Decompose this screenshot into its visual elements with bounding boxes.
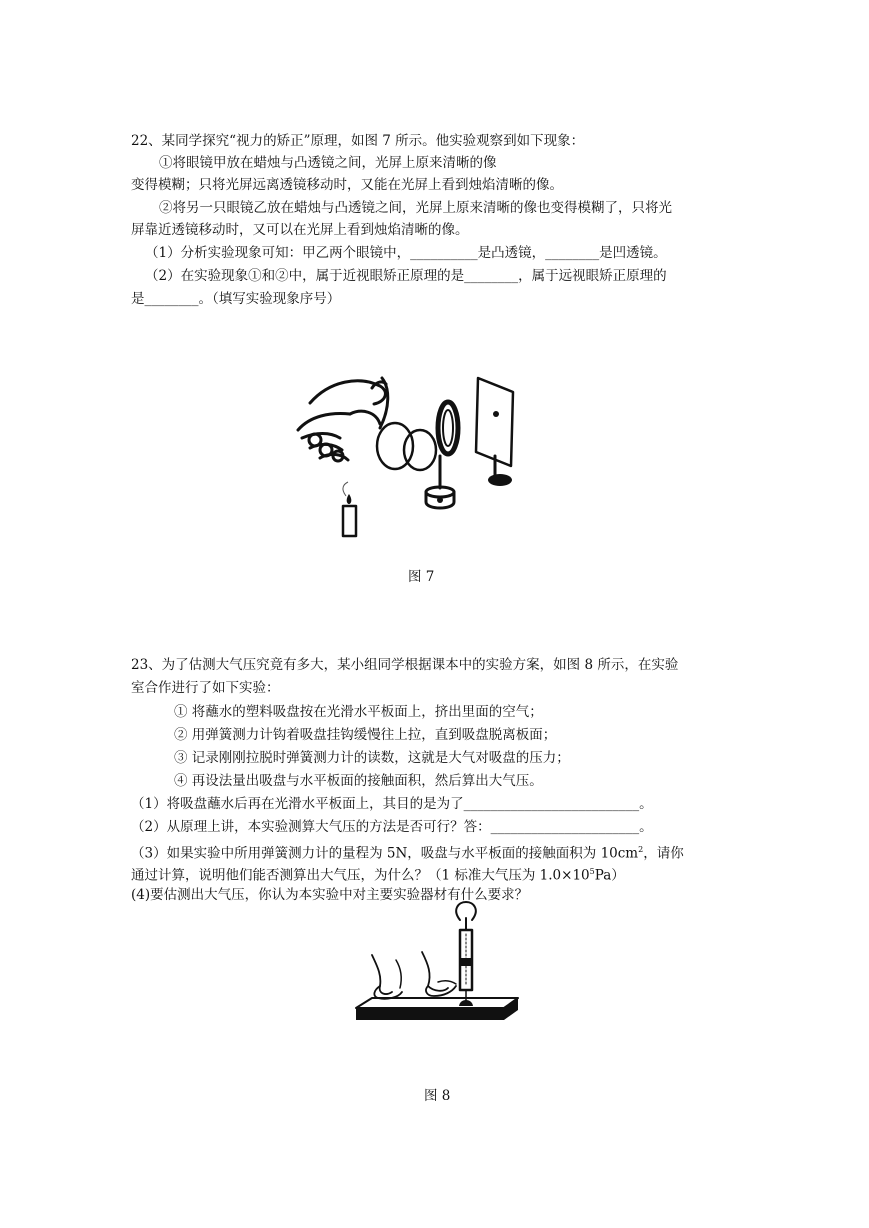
q23-intro-line1: 23、为了估测大气压究竟有多大，某小组同学根据课本中的实验方案，如图 8 所示，在实验	[131, 657, 679, 673]
q23-intro-line2: 室合作进行了如下实验：	[131, 680, 280, 696]
figure-8-caption: 图 8	[424, 1088, 451, 1104]
figure-8-illustration	[352, 900, 522, 1032]
q22-subquestion-2-line1: （2）在实验现象①和②中，属于近视眼矫正原理的是________，属于远视眼矫正原理的	[145, 268, 667, 284]
q23-step-1: ① 将蘸水的塑料吸盘按在光滑水平板面上，挤出里面的空气；	[174, 704, 543, 720]
q22-observation-2-line2: 屏靠近透镜移动时，又可以在光屏上看到烛焰清晰的像。	[131, 222, 469, 238]
q23-subquestion-3-line1: （3）如果实验中所用弹簧测力计的量程为 5N，吸盘与水平板面的接触面积为 $10cm^2$，请你	[131, 845, 684, 862]
q23-step-4: ④ 再设法量出吸盘与水平板面的接触面积，然后算出大气压。	[174, 773, 543, 789]
q23-subquestion-4: (4)要估测出大气压，你认为本实验中对主要实验器材有什么要求？	[131, 887, 529, 903]
q23-subquestion-3-line2: 通过计算，说明他们能否测算出大气压，为什么？（1 标准大气压为 $1.0\times 10^5Pa$）	[131, 867, 625, 884]
q22-subquestion-1: （1）分析实验现象可知：甲乙两个眼镜中，__________是凸透镜，________是凹透镜。	[145, 245, 667, 261]
q23-step-3: ③ 记录刚刚拉脱时弹簧测力计的读数，这就是大气对吸盘的压力；	[174, 750, 570, 766]
q23-subquestion-1: （1）将吸盘蘸水后再在光滑水平板面上，其目的是为了__________________________。	[131, 796, 653, 812]
q23-subquestion-2: （2）从原理上讲，本实验测算大气压的方法是否可行？答：______________________。	[131, 819, 653, 835]
q22-subquestion-2-line2: 是________。（填写实验现象序号）	[131, 291, 341, 307]
q22-observation-2-line1: ②将另一只眼镜乙放在蜡烛与凸透镜之间，光屏上原来清晰的像也变得模糊了，只将光	[159, 200, 672, 216]
figure-7-caption: 图 7	[408, 569, 435, 585]
figure-7-illustration	[290, 368, 530, 543]
q22-observation-1-line2: 变得模糊；只将光屏远离透镜移动时，又能在光屏上看到烛焰清晰的像。	[131, 177, 563, 193]
q22-intro: 22、某同学探究“视力的矫正”原理，如图 7 所示。他实验观察到如下现象：	[131, 133, 585, 149]
q23-step-2: ② 用弹簧测力计钩着吸盘挂钩缓慢往上拉，直到吸盘脱离板面；	[174, 727, 557, 743]
q22-observation-1-line1: ①将眼镜甲放在蜡烛与凸透镜之间，光屏上原来清晰的像	[159, 155, 497, 171]
